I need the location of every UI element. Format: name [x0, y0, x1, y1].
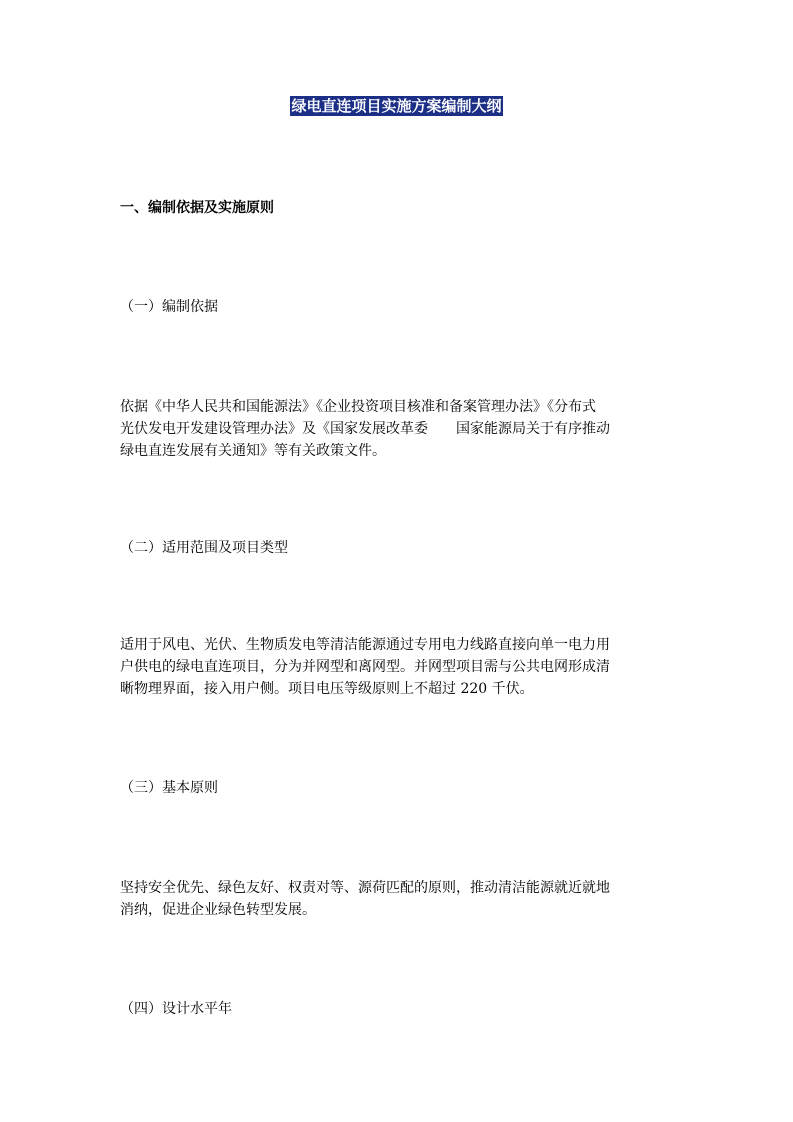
- paragraph-basis: [120, 396, 675, 462]
- paragraph-line: 消纳，促进企业绿色转型发展。: [120, 902, 316, 918]
- document-title-wrap: [0, 96, 793, 116]
- paragraph-line: 适用于风电、光伏、生物质发电等清洁能源通过专用电力线路直接向单一电力用: [120, 637, 610, 653]
- subsection-heading-basis: （一）编制依据: [120, 299, 218, 315]
- paragraph-line: 绿电直连发展有关通知》等有关政策文件。: [120, 443, 386, 459]
- paragraph-principles: [120, 877, 675, 921]
- paragraph-line: 光伏发电开发建设管理办法》及《国家发展改革委 国家能源局关于有序推动: [120, 421, 610, 437]
- subsection-heading-principles: （三）基本原则: [120, 780, 218, 796]
- paragraph-line: 依据《中华人民共和国能源法》《企业投资项目核准和备案管理办法》《分布式: [120, 399, 596, 415]
- paragraph-scope: [120, 634, 675, 700]
- document-title: 绿电直连项目实施方案编制大纲: [291, 97, 502, 115]
- paragraph-line: 户供电的绿电直连项目，分为并网型和离网型。并网型项目需与公共电网形成清: [120, 659, 610, 675]
- paragraph-line: 坚持安全优先、绿色友好、权责对等、源荷匹配的原则，推动清洁能源就近就地: [120, 880, 610, 896]
- section-heading-1: 一、编制依据及实施原则: [120, 200, 274, 216]
- subsection-heading-scope: （二）适用范围及项目类型: [120, 540, 288, 556]
- paragraph-line: 晰物理界面，接入用户侧。项目电压等级原则上不超过 220 千伏。: [120, 681, 534, 697]
- subsection-heading-design-year: （四）设计水平年: [120, 1001, 232, 1017]
